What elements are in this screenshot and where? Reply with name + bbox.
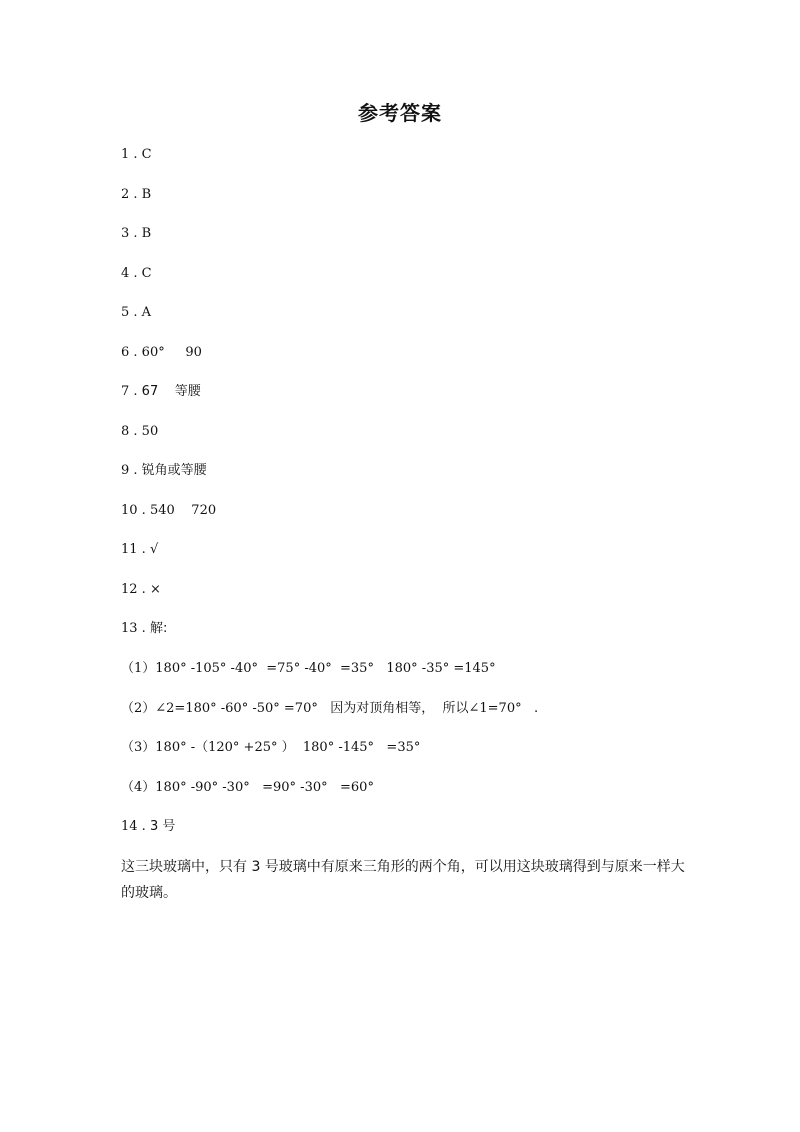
answer-text: C <box>141 147 152 162</box>
answer-1 <box>121 147 152 163</box>
answer-5 <box>121 305 151 321</box>
answer-number: 9 . <box>121 463 142 478</box>
answer-number: 10 . <box>121 503 150 518</box>
explanation-paragraph: 这三块玻璃中，只有 3 号玻璃中有原来三角形的两个角，可以用这块玻璃得到与原来一样大的玻璃。 <box>121 859 685 901</box>
answer-6 <box>121 345 202 361</box>
answer-text: × <box>149 582 161 597</box>
answer-text: A <box>141 305 152 320</box>
answer-text: 50 <box>141 424 159 439</box>
answer-11 <box>121 542 158 558</box>
answer-number: 11 . <box>121 542 150 557</box>
answer-text: 解: <box>149 621 168 636</box>
solution-line-3: （3）180° -（120° +25° ） 180° -145° =35° <box>121 740 421 755</box>
answer-9 <box>121 463 207 479</box>
answer-number: 4 . <box>121 266 142 281</box>
solution-line-2: （2）∠2=180° -60° -50° =70° 因为对顶角相等， 所以∠1=70° . <box>121 701 539 716</box>
answer-number: 13 . <box>121 621 150 636</box>
page-title: 参考答案 <box>358 101 442 125</box>
answer-3 <box>121 226 151 242</box>
answer-number: 14 . <box>121 819 150 834</box>
answer-number: 1 . <box>121 147 142 162</box>
answer-number: 6 . <box>121 345 142 360</box>
answer-12 <box>121 582 161 598</box>
answer-text: B <box>141 226 152 241</box>
answer-number: 7 . <box>121 384 142 399</box>
answer-4 <box>121 266 152 282</box>
answer-2 <box>121 187 151 203</box>
answer-13 <box>121 621 167 637</box>
answer-text: B <box>141 187 152 202</box>
answer-number: 12 . <box>121 582 150 597</box>
answer-number: 2 . <box>121 187 142 202</box>
answer-text: C <box>141 266 152 281</box>
answer-text: 67 等腰 <box>141 384 201 399</box>
answer-text: 540 720 <box>149 503 217 518</box>
answer-text: 60° 90 <box>141 345 202 360</box>
answer-text: 3 号 <box>149 819 176 834</box>
answer-text: √ <box>149 542 159 557</box>
answer-number: 5 . <box>121 305 142 320</box>
answer-number: 3 . <box>121 226 142 241</box>
answer-text: 锐角或等腰 <box>141 463 207 478</box>
answer-8 <box>121 424 158 440</box>
answer-10 <box>121 503 216 519</box>
solution-line-1: （1）180° -105° -40° =75° -40° =35° 180° -35° =145° <box>121 661 496 676</box>
answer-7 <box>121 384 201 400</box>
answer-number: 8 . <box>121 424 142 439</box>
solution-line-4: （4）180° -90° -30° =90° -30° =60° <box>121 780 374 795</box>
answer-14 <box>121 819 175 835</box>
